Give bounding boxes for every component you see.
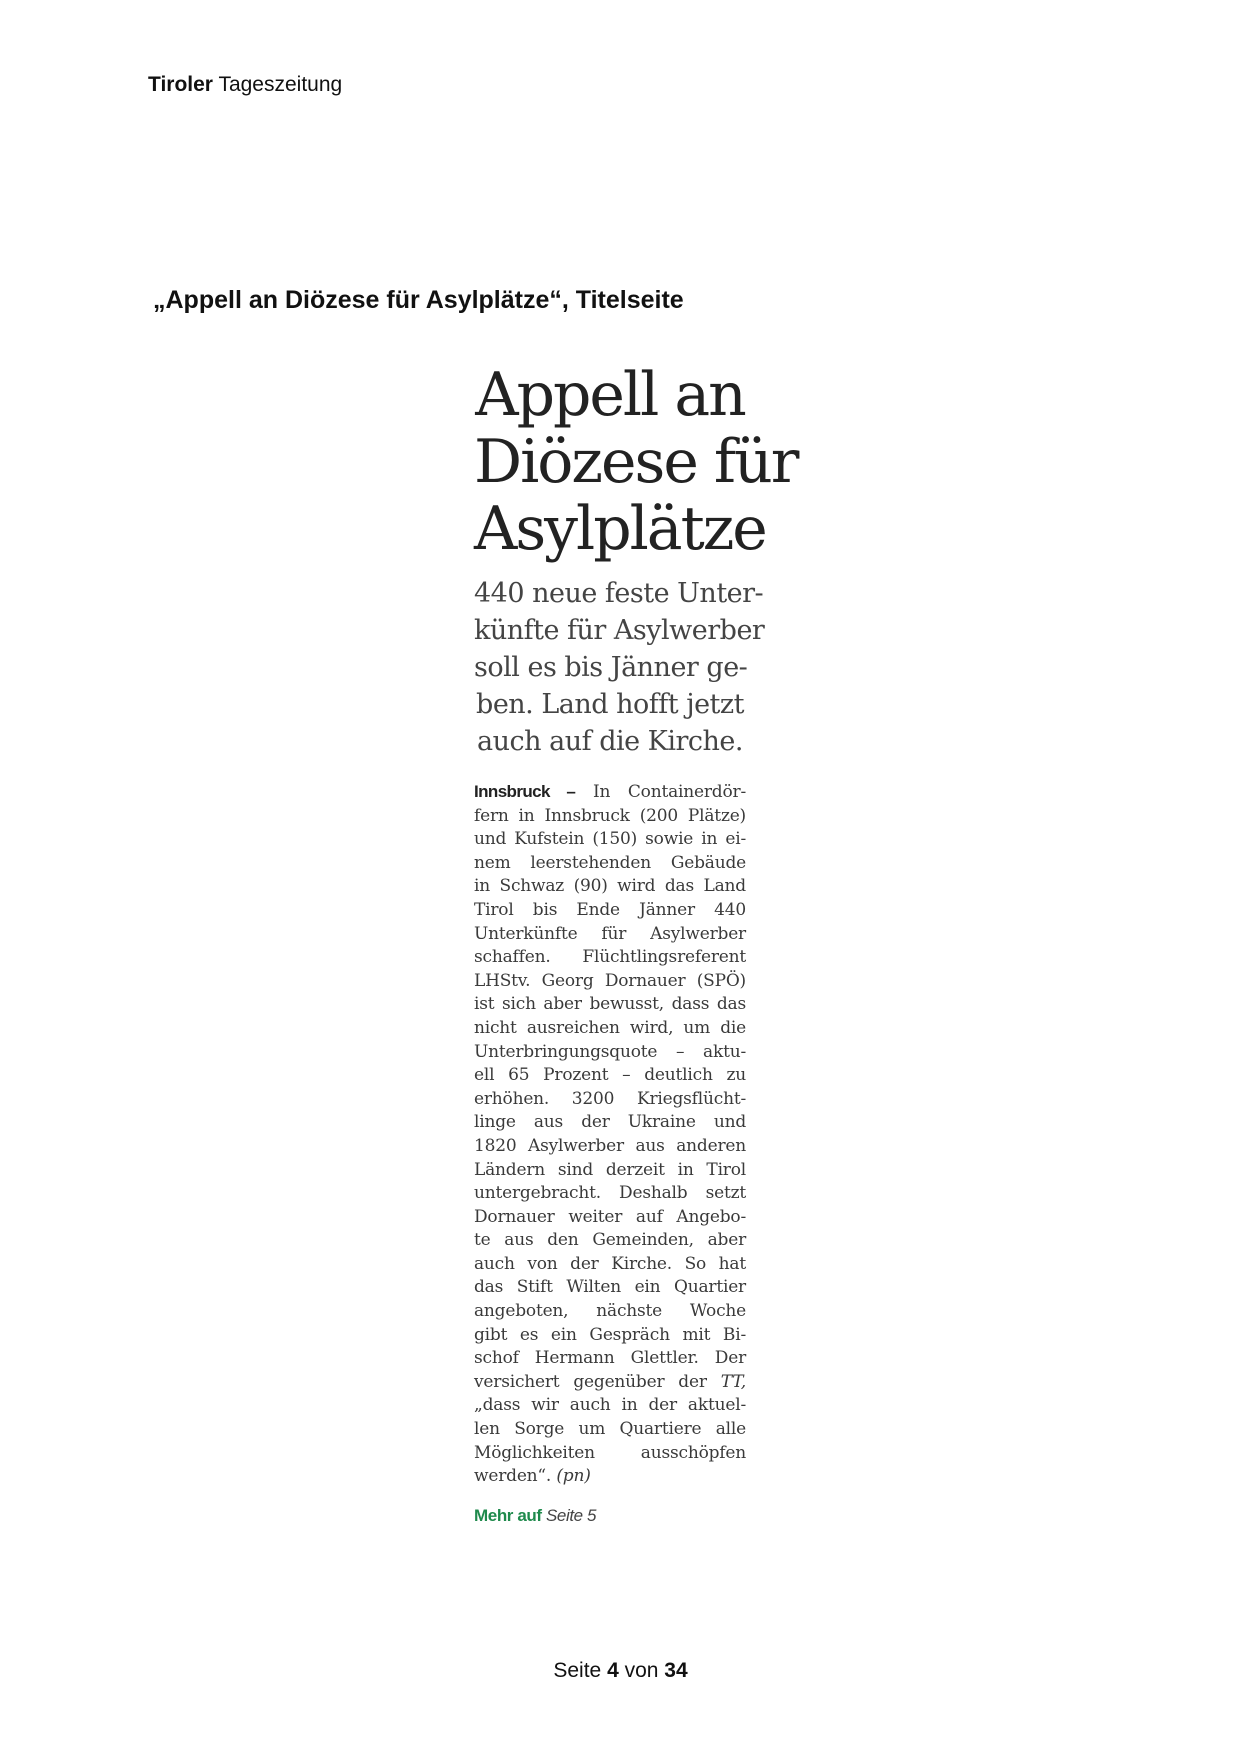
- body-line: 1820 Asylwerber aus anderen: [474, 1135, 746, 1156]
- body-line: angeboten, nächste Woche: [474, 1301, 746, 1322]
- body-line: Unterkünfte für Asylwerber: [474, 923, 746, 944]
- body-line: und Kufstein (150) sowie in ei-: [474, 829, 746, 850]
- body-lines-group: [474, 1394, 746, 1465]
- body-line: nicht ausreichen wird, um die: [474, 1017, 746, 1038]
- page-prefix: Seite: [553, 1659, 602, 1682]
- article-lead: [474, 575, 765, 760]
- page-middle: von: [624, 1659, 659, 1682]
- article-body: [474, 780, 746, 1489]
- body-line: untergebracht. Deshalb setzt: [474, 1183, 746, 1204]
- body-line: Tirol bis Ende Jänner 440: [474, 899, 746, 920]
- dateline: Innsbruck –: [474, 782, 576, 801]
- author-initials: (pn): [556, 1466, 591, 1487]
- headline-line: Asylplätze: [474, 494, 766, 564]
- body-line: Dornauer weiter auf Angebo-: [474, 1206, 746, 1227]
- body-line: Unterbringungsquote – aktu-: [474, 1041, 746, 1062]
- current-page-number: 4: [607, 1659, 619, 1682]
- body-lines-group: [474, 805, 746, 1371]
- document-title: „Appell an Diözese für Asylplätze“, Titelseite: [153, 286, 684, 314]
- lead-line: 440 neue feste Unter-: [474, 578, 764, 609]
- lead-line: ben. Land hofft jetzt: [476, 689, 744, 720]
- body-line: erhöhen. 3200 Kriegsflücht-: [474, 1088, 746, 1109]
- more-on-page-reference: [474, 1506, 746, 1526]
- body-line: linge aus der Ukraine und: [474, 1112, 746, 1133]
- body-line: „dass wir auch in der aktuel-: [474, 1395, 746, 1416]
- body-line: das Stift Wilten ein Quartier: [474, 1277, 746, 1298]
- brand-name-regular: Tageszeitung: [218, 73, 343, 96]
- body-text: werden“.: [474, 1466, 552, 1487]
- body-text: versichert gegenüber der: [474, 1371, 707, 1392]
- lead-line: auch auf die Kirche.: [477, 726, 743, 757]
- newspaper-abbreviation: TT,: [720, 1371, 746, 1392]
- article-headline: [474, 360, 798, 564]
- body-line: [474, 1371, 746, 1395]
- headline-line: Diözese für: [474, 427, 798, 497]
- headline-line: Appell an: [475, 360, 745, 430]
- total-page-count: 34: [664, 1659, 688, 1682]
- body-line: schof Hermann Glettler. Der: [474, 1348, 746, 1369]
- page-footer: [0, 1659, 1241, 1683]
- body-line: LHStv. Georg Dornauer (SPÖ): [474, 970, 746, 991]
- body-line: schaffen. Flüchtlingsreferent: [474, 947, 746, 968]
- body-line: Ländern sind derzeit in Tirol: [474, 1159, 746, 1180]
- more-label: Mehr auf: [474, 1505, 542, 1525]
- lead-line: künfte für Asylwerber: [474, 615, 765, 646]
- body-line: [474, 780, 746, 805]
- article-clipping: [474, 360, 798, 1526]
- body-line: Möglichkeiten ausschöpfen: [474, 1442, 746, 1463]
- body-line: gibt es ein Gespräch mit Bi-: [474, 1324, 746, 1345]
- body-line: fern in Innsbruck (200 Plätze): [474, 805, 746, 826]
- body-line: in Schwaz (90) wird das Land: [474, 876, 746, 897]
- body-line: auch von der Kirche. So hat: [474, 1253, 746, 1274]
- lead-line: soll es bis Jänner ge-: [474, 652, 748, 683]
- body-line: [474, 1465, 746, 1489]
- body-line: nem leerstehenden Gebäude: [474, 852, 746, 873]
- body-line: len Sorge um Quartiere alle: [474, 1419, 746, 1440]
- brand-name-bold: Tiroler: [148, 73, 213, 96]
- body-line: ist sich aber bewusst, dass das: [474, 994, 746, 1015]
- body-line: te aus den Gemeinden, aber: [474, 1230, 746, 1251]
- body-line: ell 65 Prozent – deutlich zu: [474, 1065, 746, 1086]
- body-text: In Containerdör-: [592, 782, 746, 802]
- publication-header: [148, 73, 342, 97]
- more-page: Seite 5: [545, 1505, 597, 1525]
